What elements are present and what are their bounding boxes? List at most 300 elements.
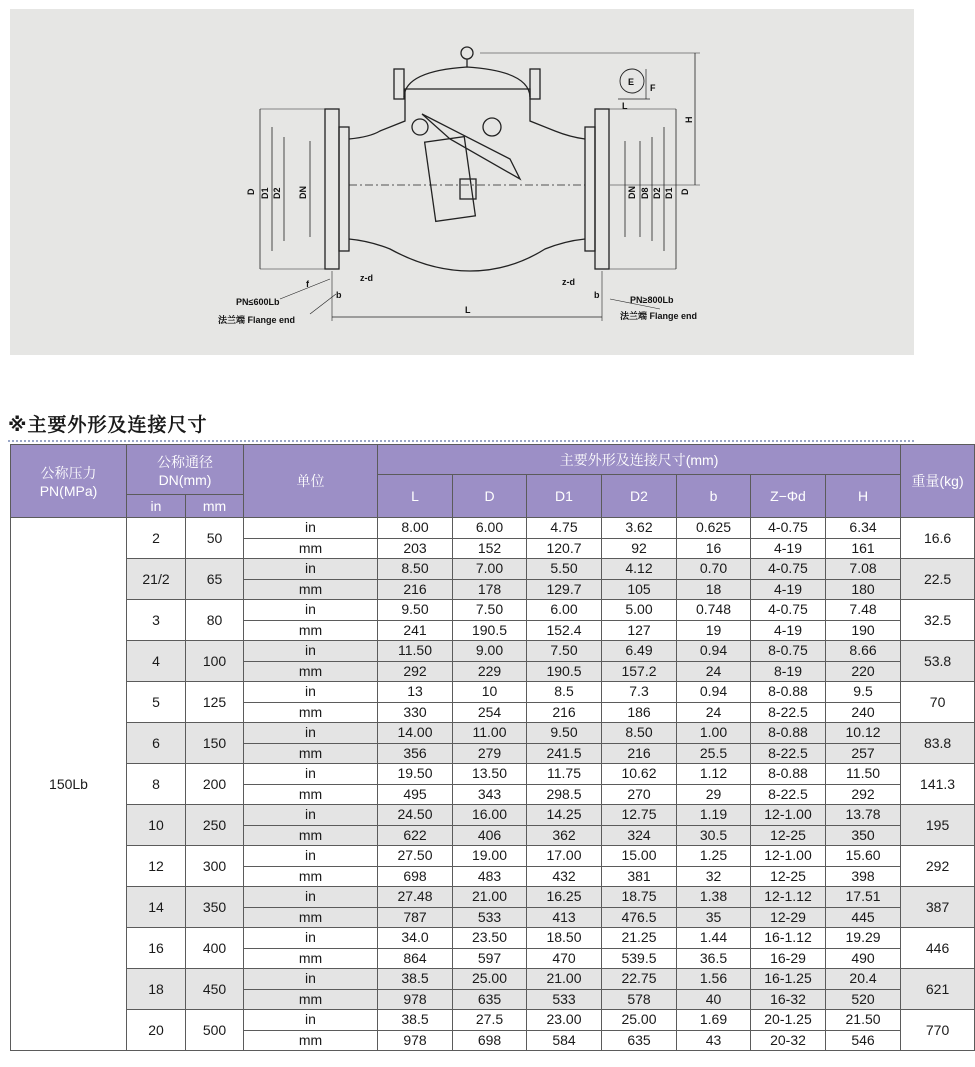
value-cell: 16-1.12 [751,928,826,949]
weight-cell: 195 [901,805,975,846]
value-cell: 16-1.25 [751,969,826,990]
dn-in-cell: 10 [127,805,186,846]
value-cell: 19.00 [453,846,527,867]
dn-mm-cell: 50 [186,518,244,559]
value-cell: 406 [453,825,527,846]
value-cell: 350 [826,825,901,846]
value-cell: 6.34 [826,518,901,539]
value-cell: 21.25 [602,928,677,949]
value-cell: 356 [378,743,453,764]
value-cell: 22.75 [602,969,677,990]
right-flange [595,109,609,269]
table-row [11,723,975,744]
unit-cell: mm [244,620,378,641]
value-cell: 1.44 [677,928,751,949]
unit-cell: in [244,805,378,826]
value-cell: 533 [527,989,602,1010]
value-cell: 13 [378,682,453,703]
dn-mm-cell: 125 [186,682,244,723]
value-cell: 15.00 [602,846,677,867]
dn-mm-cell: 100 [186,641,244,682]
value-cell: 216 [602,743,677,764]
value-cell: 8-0.88 [751,682,826,703]
value-cell: 12-1.00 [751,805,826,826]
value-cell: 343 [453,784,527,805]
weight-cell: 292 [901,846,975,887]
dim-L-label: L [465,305,471,315]
value-cell: 8-0.88 [751,723,826,744]
value-cell: 4-19 [751,579,826,600]
value-cell: 29 [677,784,751,805]
value-cell: 6.49 [602,641,677,662]
value-cell: 8.66 [826,641,901,662]
weight-cell: 16.6 [901,518,975,559]
unit-cell: mm [244,579,378,600]
value-cell: 10.62 [602,764,677,785]
value-cell: 0.94 [677,682,751,703]
unit-cell: in [244,518,378,539]
dim-D2-right-label: D2 [652,187,662,199]
value-cell: 8.50 [378,559,453,580]
value-cell: 11.75 [527,764,602,785]
value-cell: 16-32 [751,989,826,1010]
header-bore: 公称通径DN(mm) [127,445,244,495]
value-cell: 157.2 [602,661,677,682]
section-title: ※主要外形及连接尺寸 [8,414,208,436]
value-cell: 92 [602,538,677,559]
value-cell: 292 [378,661,453,682]
value-cell: 254 [453,702,527,723]
value-cell: 470 [527,948,602,969]
value-cell: 186 [602,702,677,723]
weight-cell: 32.5 [901,600,975,641]
unit-cell: mm [244,743,378,764]
table-row [11,682,975,703]
value-cell: 36.5 [677,948,751,969]
value-cell: 120.7 [527,538,602,559]
value-cell: 10.12 [826,723,901,744]
title-divider [8,440,914,442]
weight-cell: 53.8 [901,641,975,682]
dn-mm-cell: 65 [186,559,244,600]
table-row [11,805,975,826]
weight-cell: 70 [901,682,975,723]
dim-b-left-label: b [336,290,342,300]
dim-D1-left-label: D1 [260,187,270,199]
value-cell: 14.00 [378,723,453,744]
dim-zd-left-label: z-d [360,273,373,283]
dim-F-label: F [650,83,656,93]
value-cell: 25.00 [602,1010,677,1031]
unit-cell: mm [244,1030,378,1051]
value-cell: 432 [527,866,602,887]
value-cell: 978 [378,1030,453,1051]
value-cell: 9.50 [378,600,453,621]
value-cell: 787 [378,907,453,928]
dn-in-cell: 6 [127,723,186,764]
weight-cell: 446 [901,928,975,969]
value-cell: 8-0.75 [751,641,826,662]
table-row [11,641,975,662]
value-cell: 20.4 [826,969,901,990]
value-cell: 9.00 [453,641,527,662]
value-cell: 292 [826,784,901,805]
header-dims: 主要外形及连接尺寸(mm) [378,445,901,475]
value-cell: 190.5 [453,620,527,641]
dn-in-cell: 18 [127,969,186,1010]
unit-cell: mm [244,784,378,805]
dn-in-cell: 20 [127,1010,186,1051]
value-cell: 7.50 [453,600,527,621]
value-cell: 11.50 [826,764,901,785]
header-col: L [378,475,453,518]
dn-mm-cell: 450 [186,969,244,1010]
weight-cell: 83.8 [901,723,975,764]
dim-b-right-label: b [594,290,600,300]
unit-cell: in [244,1010,378,1031]
swing-check-valve-drawing [10,9,914,355]
table-row [11,600,975,621]
value-cell: 17.00 [527,846,602,867]
value-cell: 13.78 [826,805,901,826]
value-cell: 240 [826,702,901,723]
value-cell: 257 [826,743,901,764]
value-cell: 19.50 [378,764,453,785]
value-cell: 12-1.12 [751,887,826,908]
value-cell: 279 [453,743,527,764]
value-cell: 1.38 [677,887,751,908]
value-cell: 190.5 [527,661,602,682]
value-cell: 6.00 [527,600,602,621]
value-cell: 4-0.75 [751,600,826,621]
value-cell: 9.5 [826,682,901,703]
value-cell: 445 [826,907,901,928]
dim-DN-left-label: DN [298,186,308,199]
value-cell: 19 [677,620,751,641]
value-cell: 24 [677,661,751,682]
dn-in-cell: 14 [127,887,186,928]
dim-D-right-label: D [680,188,690,195]
value-cell: 27.48 [378,887,453,908]
value-cell: 635 [453,989,527,1010]
valve-drawing [10,9,914,355]
header-col: D [453,475,527,518]
value-cell: 19.29 [826,928,901,949]
dn-mm-cell: 500 [186,1010,244,1051]
header-sub-mm: mm [186,495,244,518]
value-cell: 38.5 [378,1010,453,1031]
value-cell: 8-22.5 [751,743,826,764]
header-unit: 单位 [244,445,378,518]
value-cell: 216 [378,579,453,600]
unit-cell: in [244,887,378,908]
value-cell: 11.50 [378,641,453,662]
unit-cell: mm [244,661,378,682]
value-cell: 24.50 [378,805,453,826]
value-cell: 14.25 [527,805,602,826]
value-cell: 4-19 [751,538,826,559]
value-cell: 12-29 [751,907,826,928]
value-cell: 129.7 [527,579,602,600]
header-col: Z−Φd [751,475,826,518]
value-cell: 11.00 [453,723,527,744]
value-cell: 1.25 [677,846,751,867]
value-cell: 8.5 [527,682,602,703]
unit-cell: mm [244,825,378,846]
value-cell: 229 [453,661,527,682]
weight-cell: 621 [901,969,975,1010]
value-cell: 27.5 [453,1010,527,1031]
value-cell: 0.70 [677,559,751,580]
value-cell: 9.50 [527,723,602,744]
value-cell: 362 [527,825,602,846]
table-row [11,1010,975,1031]
value-cell: 35 [677,907,751,928]
value-cell: 241 [378,620,453,641]
value-cell: 10 [453,682,527,703]
value-cell: 495 [378,784,453,805]
value-cell: 597 [453,948,527,969]
dim-E-label: E [628,77,635,87]
value-cell: 12-1.00 [751,846,826,867]
value-cell: 12-25 [751,825,826,846]
dn-in-cell: 5 [127,682,186,723]
value-cell: 1.19 [677,805,751,826]
unit-cell: mm [244,907,378,928]
value-cell: 4-0.75 [751,559,826,580]
value-cell: 190 [826,620,901,641]
table-row [11,969,975,990]
value-cell: 241.5 [527,743,602,764]
header-sub-in: in [127,495,186,518]
value-cell: 7.3 [602,682,677,703]
value-cell: 21.50 [826,1010,901,1031]
value-cell: 3.62 [602,518,677,539]
value-cell: 40 [677,989,751,1010]
value-cell: 18 [677,579,751,600]
value-cell: 34.0 [378,928,453,949]
flange-right-label: 法兰端 Flange end [620,311,698,321]
value-cell: 978 [378,989,453,1010]
dn-in-cell: 21/2 [127,559,186,600]
value-cell: 203 [378,538,453,559]
value-cell: 30.5 [677,825,751,846]
dn-in-cell: 12 [127,846,186,887]
header-weight: 重量(kg) [901,445,975,518]
value-cell: 20-32 [751,1030,826,1051]
value-cell: 18.50 [527,928,602,949]
value-cell: 15.60 [826,846,901,867]
value-cell: 4.75 [527,518,602,539]
value-cell: 0.625 [677,518,751,539]
value-cell: 8-19 [751,661,826,682]
weight-cell: 770 [901,1010,975,1051]
dn-mm-cell: 300 [186,846,244,887]
header-col: D2 [602,475,677,518]
value-cell: 18.75 [602,887,677,908]
value-cell: 546 [826,1030,901,1051]
value-cell: 1.69 [677,1010,751,1031]
value-cell: 324 [602,825,677,846]
value-cell: 25.5 [677,743,751,764]
value-cell: 127 [602,620,677,641]
dn-in-cell: 16 [127,928,186,969]
flange-left-label: 法兰端 Flange end [218,315,296,325]
value-cell: 533 [453,907,527,928]
value-cell: 16-29 [751,948,826,969]
value-cell: 7.08 [826,559,901,580]
table-row [11,928,975,949]
pn-left-label: PN≤600Lb [236,297,280,307]
value-cell: 220 [826,661,901,682]
unit-cell: mm [244,989,378,1010]
eye-bolt [461,47,473,59]
value-cell: 330 [378,702,453,723]
dn-mm-cell: 150 [186,723,244,764]
value-cell: 7.00 [453,559,527,580]
value-cell: 24 [677,702,751,723]
weight-cell: 387 [901,887,975,928]
dim-D1-right-label: D1 [664,187,674,199]
value-cell: 6.00 [453,518,527,539]
value-cell: 7.48 [826,600,901,621]
value-cell: 5.00 [602,600,677,621]
value-cell: 7.50 [527,641,602,662]
value-cell: 483 [453,866,527,887]
unit-cell: mm [244,948,378,969]
unit-cell: in [244,723,378,744]
value-cell: 0.94 [677,641,751,662]
value-cell: 16.00 [453,805,527,826]
unit-cell: in [244,559,378,580]
weight-cell: 141.3 [901,764,975,805]
dn-in-cell: 2 [127,518,186,559]
dn-mm-cell: 200 [186,764,244,805]
value-cell: 4-0.75 [751,518,826,539]
table-row [11,559,975,580]
unit-cell: in [244,969,378,990]
value-cell: 1.12 [677,764,751,785]
value-cell: 216 [527,702,602,723]
header-col: D1 [527,475,602,518]
unit-cell: mm [244,538,378,559]
value-cell: 270 [602,784,677,805]
dim-Lsmall-label: L [622,101,628,111]
value-cell: 17.51 [826,887,901,908]
value-cell: 5.50 [527,559,602,580]
value-cell: 25.00 [453,969,527,990]
value-cell: 4.12 [602,559,677,580]
value-cell: 12.75 [602,805,677,826]
value-cell: 1.56 [677,969,751,990]
header-col: H [826,475,901,518]
value-cell: 43 [677,1030,751,1051]
value-cell: 298.5 [527,784,602,805]
dn-in-cell: 8 [127,764,186,805]
value-cell: 27.50 [378,846,453,867]
value-cell: 635 [602,1030,677,1051]
value-cell: 4-19 [751,620,826,641]
value-cell: 1.00 [677,723,751,744]
dimension-table [10,444,975,1051]
value-cell: 8-22.5 [751,702,826,723]
value-cell: 539.5 [602,948,677,969]
value-cell: 8.00 [378,518,453,539]
left-flange [325,109,339,269]
value-cell: 476.5 [602,907,677,928]
header-pressure: 公称压力PN(MPa) [11,445,127,518]
dn-mm-cell: 350 [186,887,244,928]
unit-cell: in [244,641,378,662]
value-cell: 178 [453,579,527,600]
dim-D2-left-label: D2 [272,187,282,199]
value-cell: 12-25 [751,866,826,887]
dim-f-label: f [306,279,309,289]
value-cell: 152 [453,538,527,559]
unit-cell: in [244,846,378,867]
value-cell: 578 [602,989,677,1010]
table-row [11,518,975,539]
unit-cell: mm [244,702,378,723]
value-cell: 161 [826,538,901,559]
value-cell: 698 [453,1030,527,1051]
value-cell: 152.4 [527,620,602,641]
value-cell: 8.50 [602,723,677,744]
unit-cell: in [244,928,378,949]
value-cell: 180 [826,579,901,600]
unit-cell: in [244,764,378,785]
unit-cell: in [244,600,378,621]
value-cell: 698 [378,866,453,887]
value-cell: 413 [527,907,602,928]
value-cell: 23.00 [527,1010,602,1031]
value-cell: 16.25 [527,887,602,908]
dim-DN-right-label: DN [627,186,637,199]
value-cell: 490 [826,948,901,969]
value-cell: 32 [677,866,751,887]
dim-D-left-label: D [246,188,256,195]
header-col: b [677,475,751,518]
value-cell: 520 [826,989,901,1010]
table-row [11,887,975,908]
dn-mm-cell: 80 [186,600,244,641]
dim-H-label: H [684,116,694,123]
dn-in-cell: 4 [127,641,186,682]
value-cell: 21.00 [527,969,602,990]
table-row [11,846,975,867]
value-cell: 38.5 [378,969,453,990]
value-cell: 20-1.25 [751,1010,826,1031]
value-cell: 8-0.88 [751,764,826,785]
dn-in-cell: 3 [127,600,186,641]
value-cell: 398 [826,866,901,887]
value-cell: 16 [677,538,751,559]
dim-D8-right-label: D8 [640,187,650,199]
value-cell: 105 [602,579,677,600]
dim-zd-right-label: z-d [562,277,575,287]
value-cell: 622 [378,825,453,846]
value-cell: 584 [527,1030,602,1051]
value-cell: 23.50 [453,928,527,949]
dn-mm-cell: 400 [186,928,244,969]
value-cell: 0.748 [677,600,751,621]
unit-cell: mm [244,866,378,887]
pressure-class-cell: 150Lb [11,518,127,1051]
unit-cell: in [244,682,378,703]
dn-mm-cell: 250 [186,805,244,846]
value-cell: 864 [378,948,453,969]
value-cell: 13.50 [453,764,527,785]
